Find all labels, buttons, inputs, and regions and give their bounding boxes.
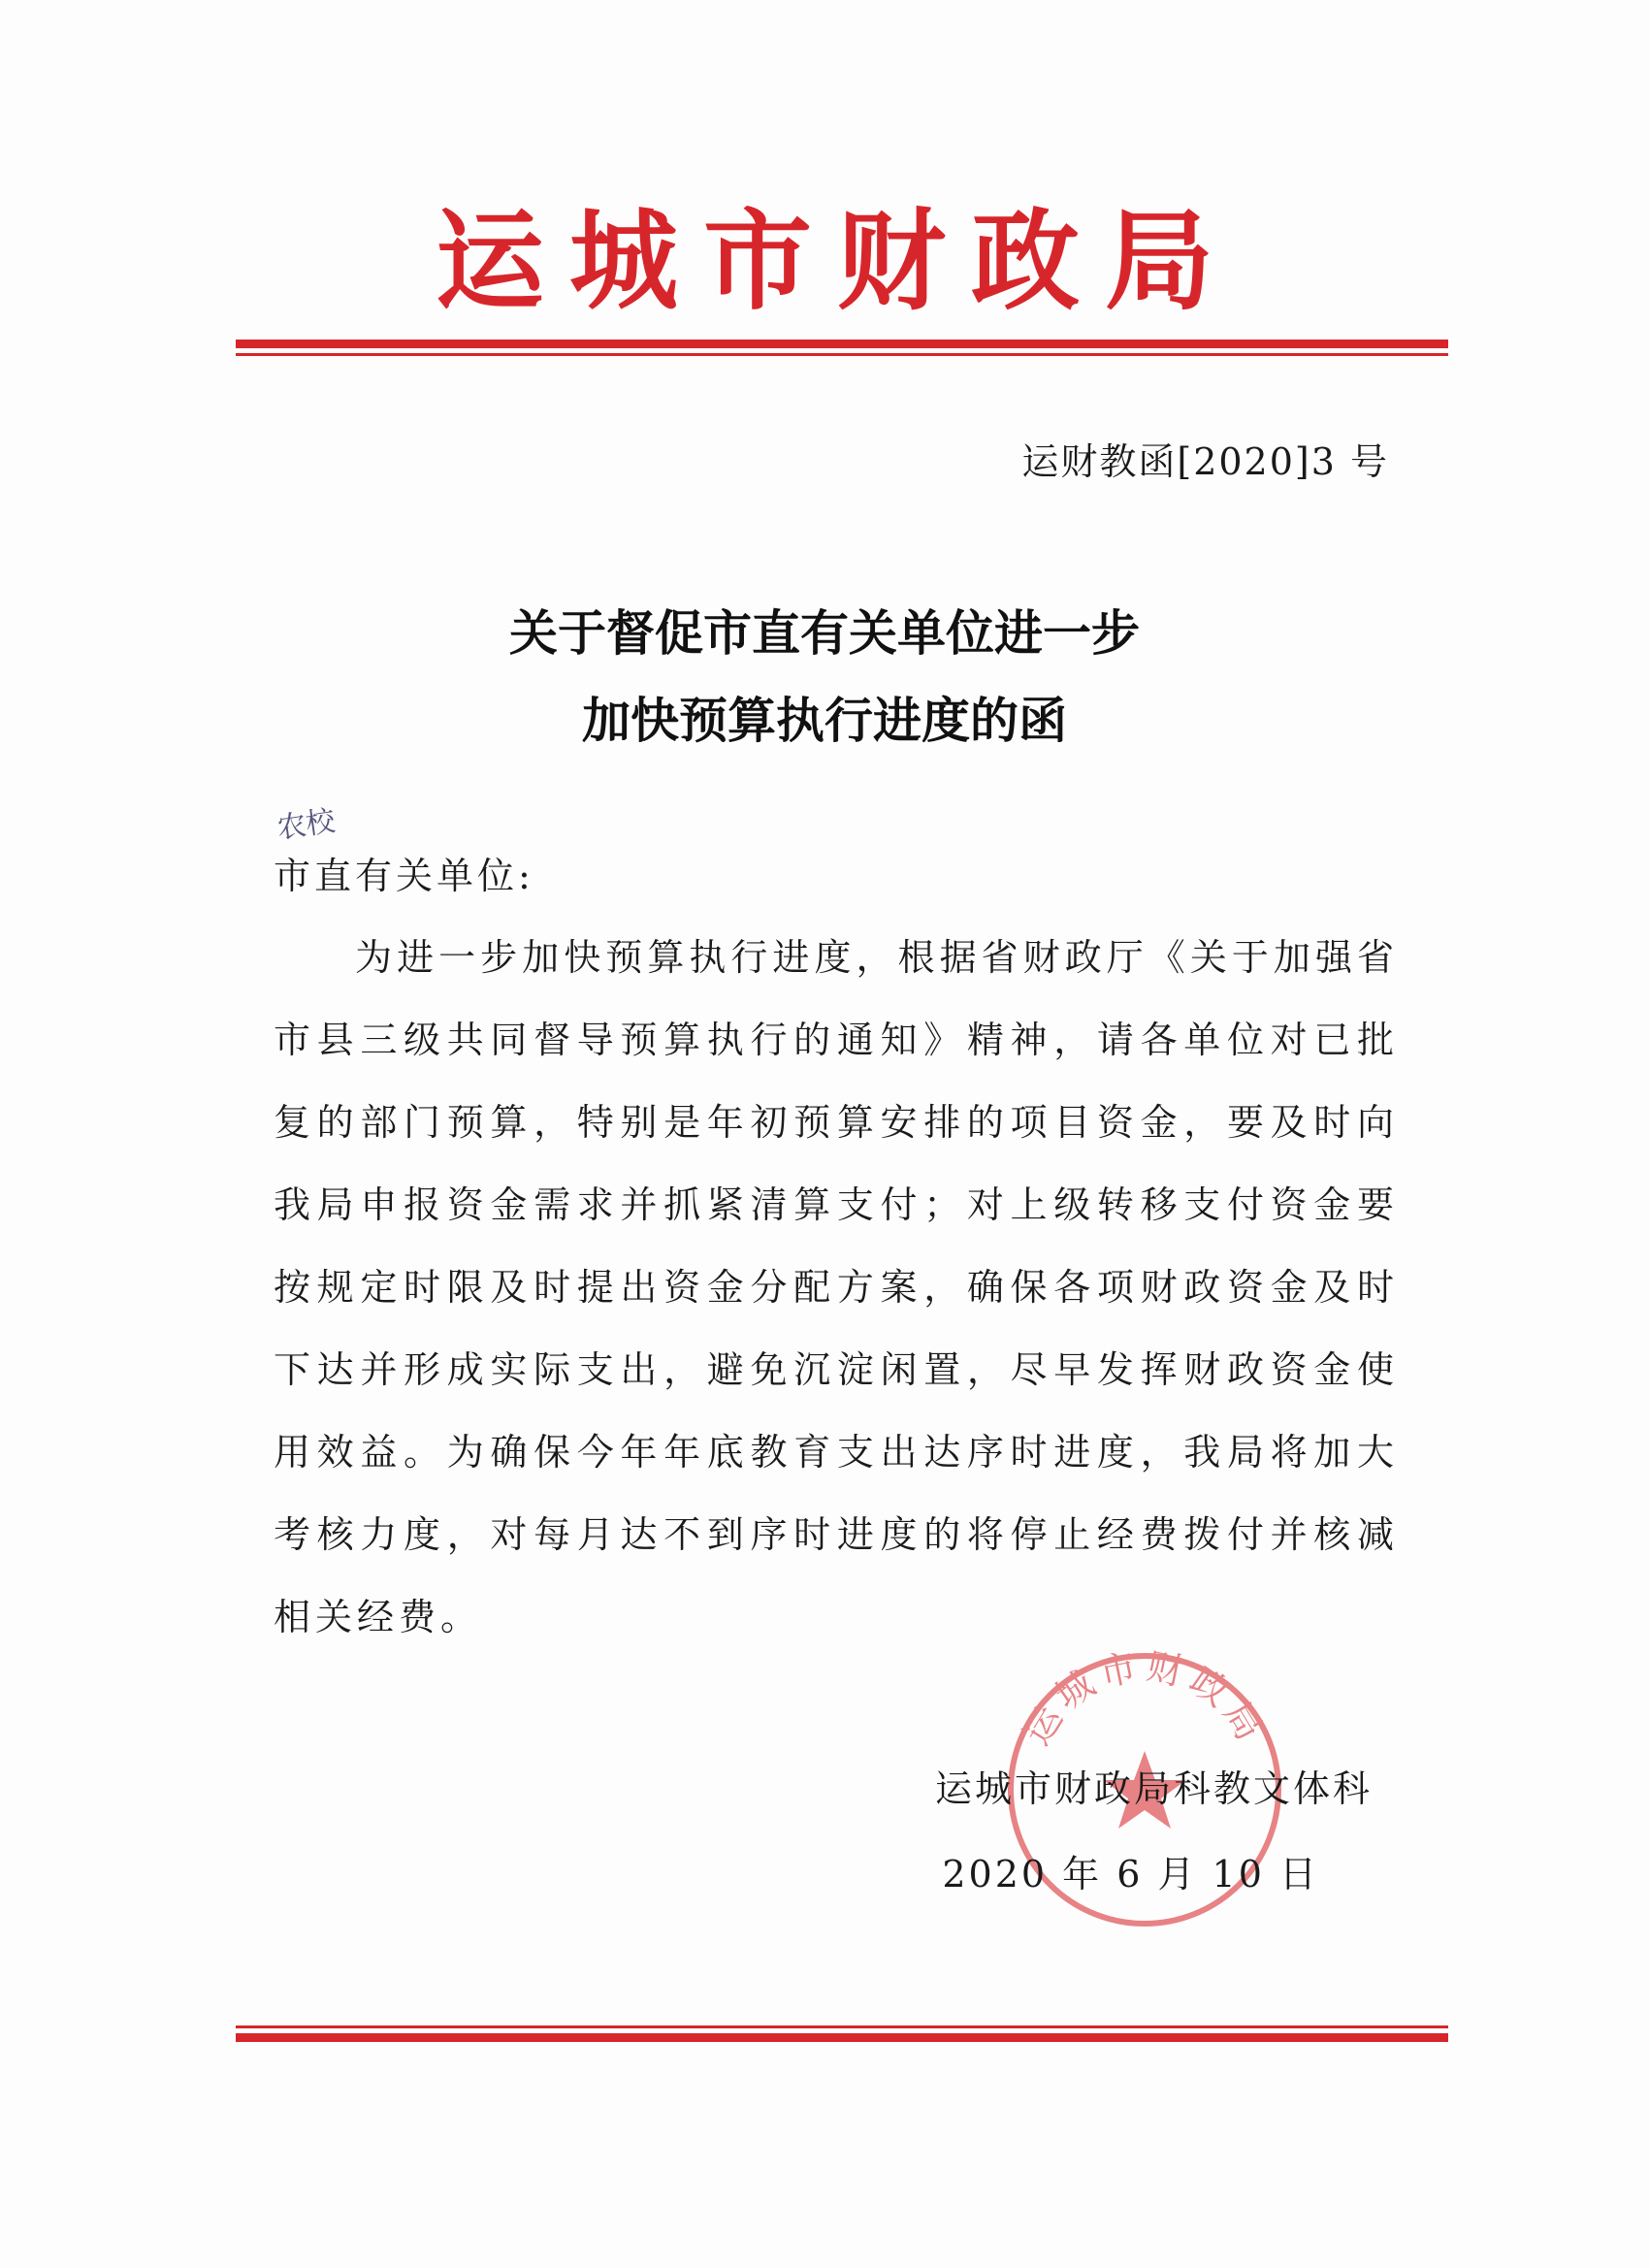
document-number: 运财教函[2020]3 号 xyxy=(1021,440,1389,483)
red-rule-thin xyxy=(236,353,1448,356)
seal-text xyxy=(1016,1644,1275,1752)
document-title xyxy=(0,590,1649,764)
issue-date: 2020 年 6 月 10 日 xyxy=(942,1853,1319,1895)
issuer-name: 运城市财政局科教文体科 xyxy=(934,1767,1373,1810)
footer-rule-thin xyxy=(236,2025,1448,2028)
footer-red-rule xyxy=(236,2025,1448,2042)
body-text: 为进一步加快预算执行进度，根据省财政厅《关于加强省市县三级共同督导预算执行的通知》精神，请各单位对已批复的部门预算，特别是年初预算安排的项目资金，要及时向我局申报资金需求并抓紧清算支付；对上级转移支付资金要按规定时限及时提出资金分配方案，确保各项财政资金及时下达并形成实际支出，避免沉淀闲置，尽早发挥财政资金使用效益。为确保今年年底教育支出达序时进度，我局将加大考核力度，对每月达不到序时进度的将停止经费拨付并核减相关经费。 xyxy=(274,936,1399,1638)
handwritten-annotation: 农校 xyxy=(275,803,338,846)
red-rule-thick xyxy=(236,340,1448,348)
document-title-line-1: 关于督促市直有关单位进一步 xyxy=(509,604,1140,662)
letterhead-title: 运城市财政局 xyxy=(436,199,1239,325)
document-title-line-2: 加快预算执行进度的函 xyxy=(582,692,1067,749)
letterhead-red-rule xyxy=(236,340,1448,356)
signature-block xyxy=(935,1746,1373,1917)
footer-rule-thick xyxy=(236,2033,1448,2042)
body-paragraph xyxy=(274,917,1399,1659)
seal-text-path: 运城市财政局 xyxy=(1015,1644,1275,1753)
salutation: 市直有关单位: xyxy=(274,855,534,897)
